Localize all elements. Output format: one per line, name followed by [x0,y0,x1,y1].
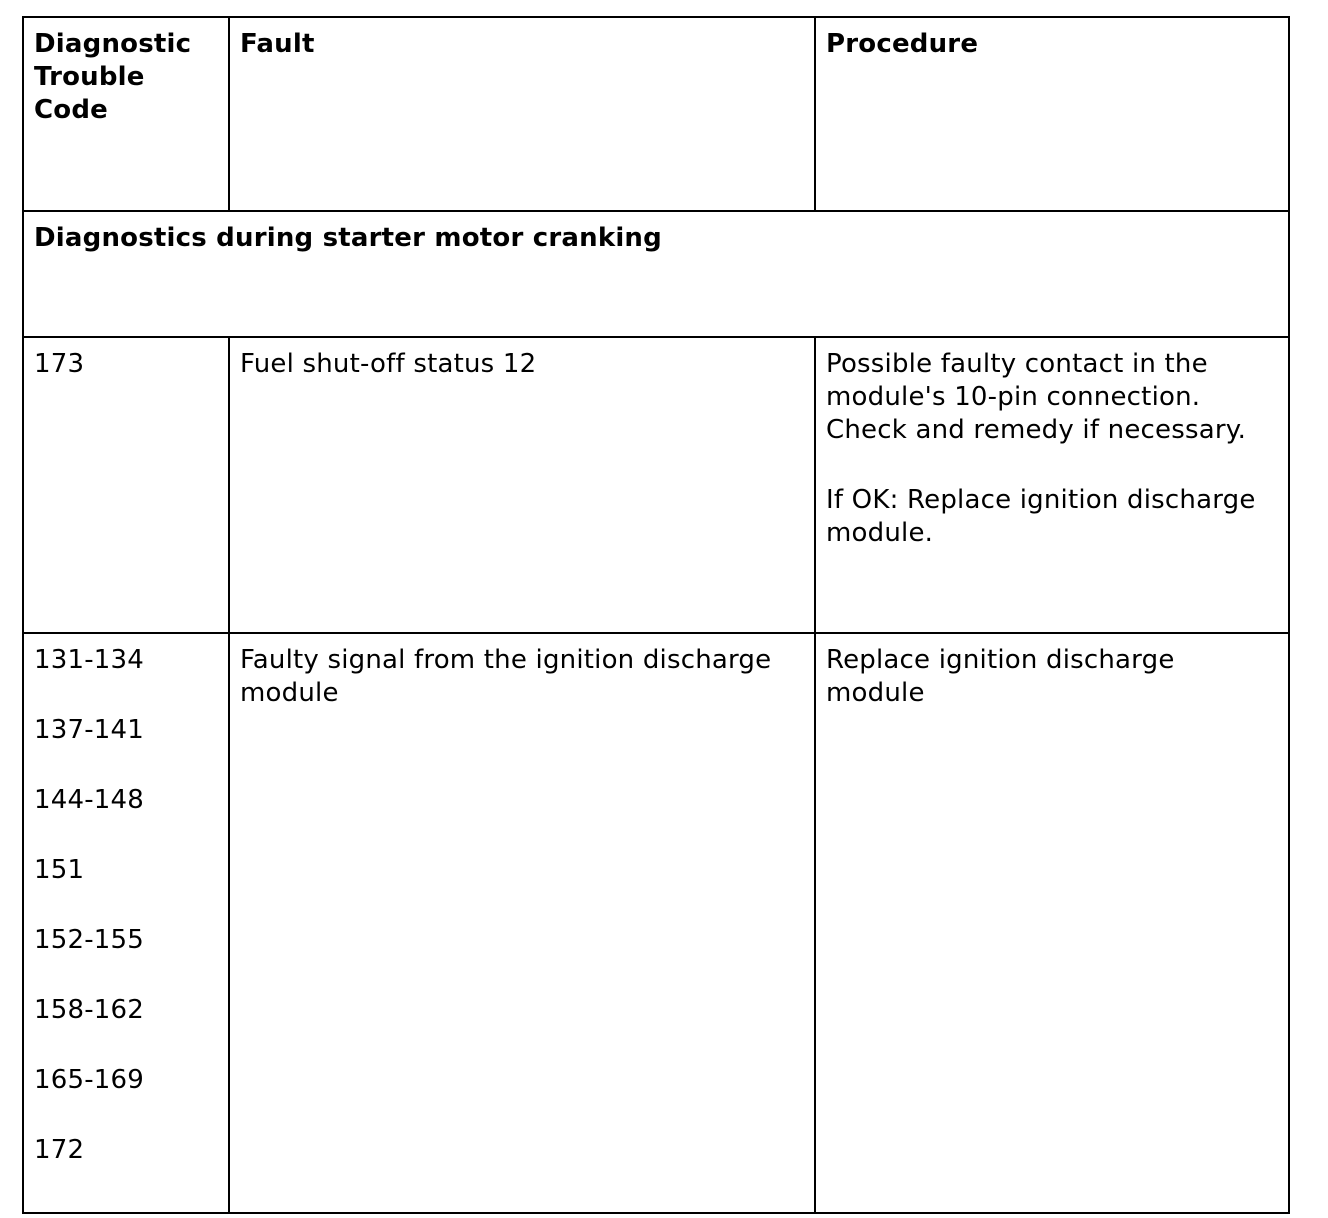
procedure-cell [815,337,1289,633]
procedure-cell [815,633,1289,1213]
code-item: 131-134 [34,645,145,675]
section-title: Diagnostics during starter motor cranking [23,211,1289,337]
section-row [23,211,1289,337]
code-cell [23,337,229,633]
fault-cell: Faulty signal from the ignition discharge module [229,633,815,1213]
procedure-text: If OK: Replace ignition discharge module. [826,485,1256,548]
code-item: 173 [34,349,85,379]
header-code-label: Diagnostic Trouble Code [34,29,192,125]
code-item: 152-155 [34,925,145,955]
procedure-text: Replace ignition discharge module [826,645,1175,708]
code-item: 137-141 [34,715,145,745]
header-code [23,17,229,211]
diagnostic-table [22,16,1290,1214]
code-item: 165-169 [34,1065,145,1095]
code-item: 158-162 [34,995,145,1025]
header-fault [229,17,815,211]
procedure-text: Possible faulty contact in the module's 10-pin connection. Check and remedy if necessary. [826,349,1247,445]
header-fault-label: Fault [240,29,315,59]
header-procedure [815,17,1289,211]
table-row [23,337,1289,633]
code-list [34,348,218,381]
code-cell [23,633,229,1213]
fault-cell: Fuel shut-off status 12 [229,337,815,633]
code-item: 172 [34,1135,85,1165]
code-item: 151 [34,855,85,885]
header-procedure-label: Procedure [826,29,979,59]
table-row [23,633,1289,1213]
code-item: 144-148 [34,785,145,815]
table-header-row [23,17,1289,211]
code-list [34,644,218,1167]
